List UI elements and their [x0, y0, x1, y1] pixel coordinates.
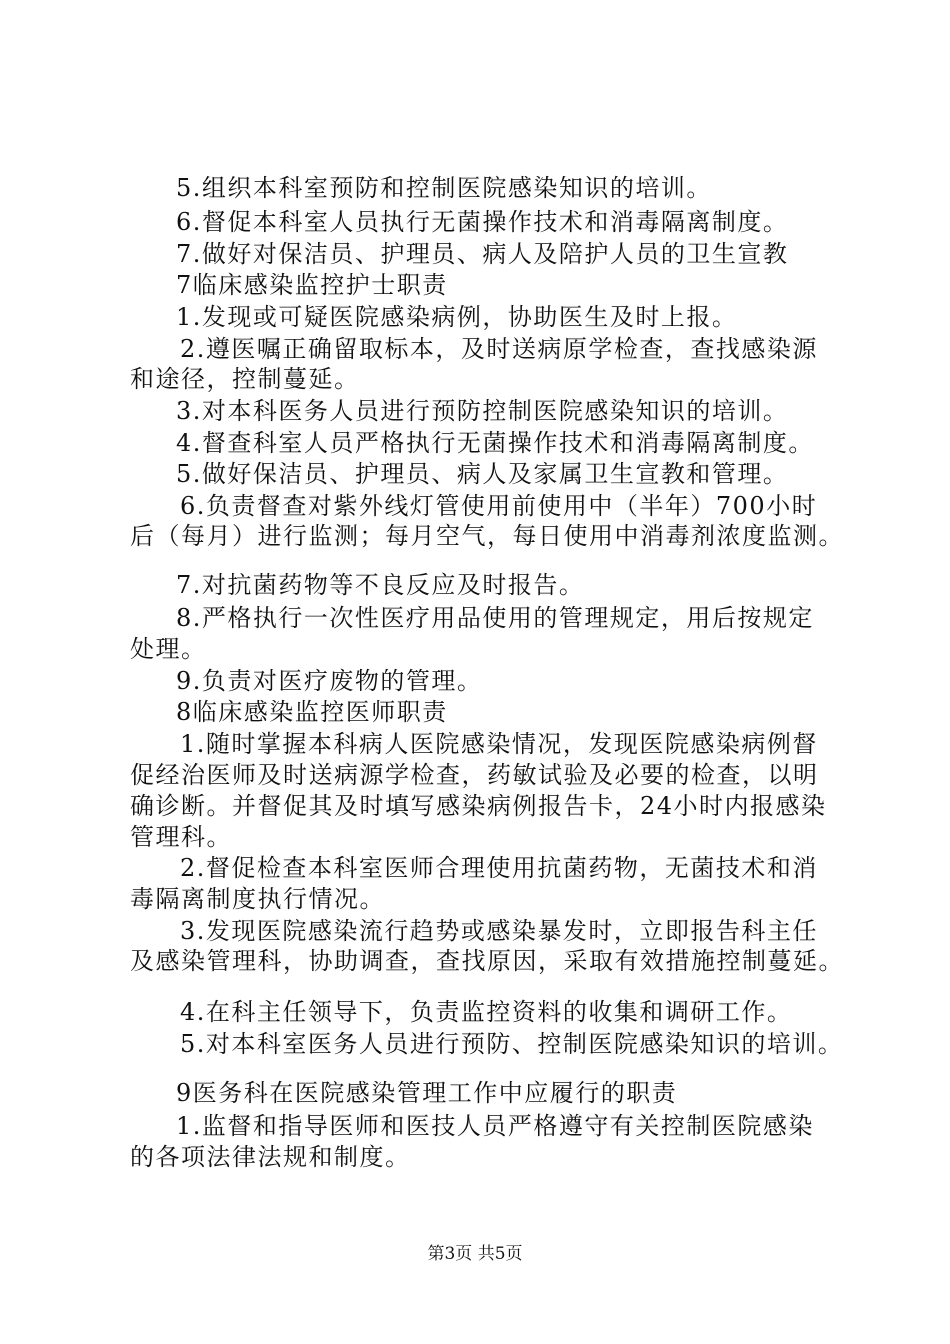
text-line: 8.严格执行一次性医疗用品使用的管理规定，用后按规定 — [176, 604, 814, 632]
text-line: 5.做好保洁员、护理员、病人及家属卫生宣教和管理。 — [176, 460, 789, 488]
text-line: 确诊断。并督促其及时填写感染病例报告卡，24小时内报感染 — [130, 792, 827, 820]
text-line: 3.对本科医务人员进行预防控制医院感染知识的培训。 — [176, 397, 789, 425]
text-line: 1.随时掌握本科病人医院感染情况，发现医院感染病例督 — [180, 730, 818, 758]
text-line: 4.督查科室人员严格执行无菌操作技术和消毒隔离制度。 — [176, 429, 814, 457]
text-line: 毒隔离制度执行情况。 — [130, 885, 385, 913]
text-line: 管理科。 — [130, 823, 232, 851]
page-number-footer: 第3页 共5页 — [427, 1244, 523, 1264]
text-line: 促经治医师及时送病源学检查，药敏试验及必要的检查，以明 — [130, 761, 819, 789]
text-line: 5.组织本科室预防和控制医院感染知识的培训。 — [176, 174, 712, 202]
text-line: 9.负责对医疗废物的管理。 — [176, 667, 483, 695]
section-heading: 8临床感染监控医师职责 — [176, 698, 448, 726]
section-heading: 9医务科在医院感染管理工作中应履行的职责 — [176, 1079, 678, 1107]
text-line: 的各项法律法规和制度。 — [130, 1143, 411, 1171]
text-line: 处理。 — [130, 635, 207, 663]
text-line: 1.发现或可疑医院感染病例，协助医生及时上报。 — [176, 303, 738, 331]
text-line: 2.督促检查本科室医师合理使用抗菌药物，无菌技术和消 — [180, 854, 818, 882]
text-line: 4.在科主任领导下，负责监控资料的收集和调研工作。 — [180, 998, 793, 1026]
text-line: 及感染管理科，协助调查，查找原因，采取有效措施控制蔓延。 — [130, 947, 844, 975]
section-heading: 7临床感染监控护士职责 — [176, 271, 448, 299]
text-line: 5.对本科室医务人员进行预防、控制医院感染知识的培训。 — [180, 1030, 844, 1058]
text-line: 3.发现医院感染流行趋势或感染暴发时，立即报告科主任 — [180, 917, 818, 945]
text-line: 6.督促本科室人员执行无菌操作技术和消毒隔离制度。 — [176, 208, 789, 236]
text-line: 后（每月）进行监测；每月空气，每日使用中消毒剂浓度监测。 — [130, 522, 844, 550]
text-line: 1.监督和指导医师和医技人员严格遵守有关控制医院感染 — [176, 1112, 814, 1140]
text-line: 2.遵医嘱正确留取标本，及时送病原学检查，查找感染源 — [180, 335, 818, 363]
text-line: 6.负责督查对紫外线灯管使用前使用中（半年）700小时 — [180, 492, 818, 520]
text-line: 7.对抗菌药物等不良反应及时报告。 — [176, 571, 585, 599]
text-line: 7.做好对保洁员、护理员、病人及陪护人员的卫生宣教 — [176, 240, 789, 268]
text-line: 和途径，控制蔓延。 — [130, 365, 360, 393]
